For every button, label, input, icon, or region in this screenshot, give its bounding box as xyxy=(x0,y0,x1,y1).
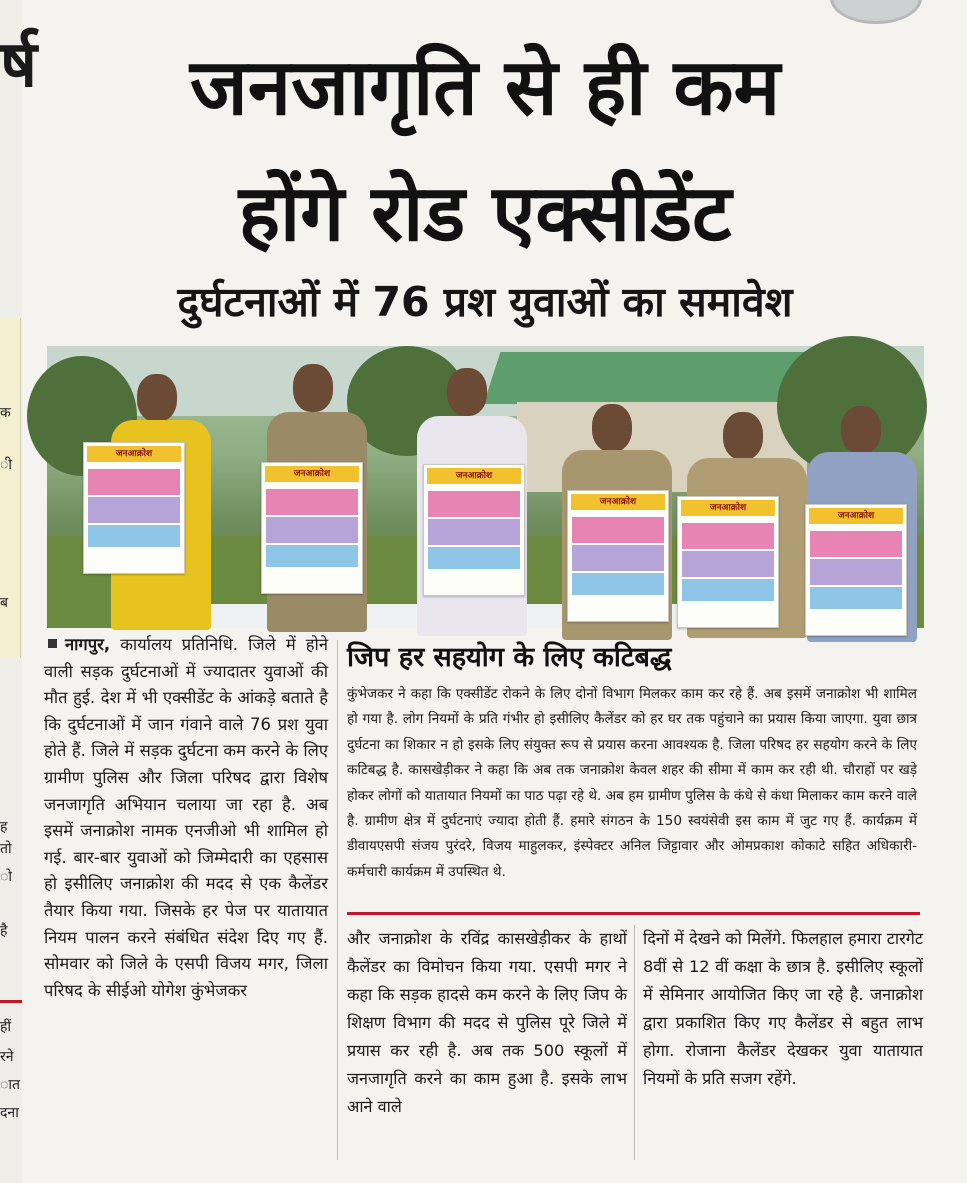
calendar-title: जनआक्रोश xyxy=(809,508,903,524)
dateline-bullet xyxy=(48,639,57,648)
box-headline: जिप हर सहयोग के लिए कटिबद्ध xyxy=(347,642,672,673)
article-column-3: दिनों में देखने को मिलेंगे. फिलहाल हमारा टारगेट 8वीं से 12 वीं कक्षा के छात्र है. इसीलिए स्कूलों में सेमिनार आयोजित किए जा रहे है. जनाक्रोश द्वारा प्रकाशित किए गए कैलेंडर से बहुत लाभ होगा. रोजाना कैलेंडर देखकर युवा यातायात नियमों के प्रति सजग रहेंगे. xyxy=(643,929,923,1088)
calendar-poster xyxy=(83,442,185,574)
left-fragment: ो xyxy=(0,869,12,885)
corner-decoration xyxy=(830,0,922,24)
calendar-title: जनआक्रोश xyxy=(265,466,359,482)
calendar-band xyxy=(572,517,664,543)
calendar-band xyxy=(266,489,358,515)
calendar-band xyxy=(428,547,520,569)
left-fragment: ी xyxy=(0,457,12,473)
left-fragment: है xyxy=(0,923,8,939)
calendar-band xyxy=(88,497,180,523)
calendar-band xyxy=(88,469,180,495)
column-divider xyxy=(634,925,635,1160)
calendar-band xyxy=(266,517,358,543)
left-fragment: ात xyxy=(0,1077,20,1093)
left-fragment: दना xyxy=(0,1105,19,1121)
headline-line-1: जनजागृति से ही कम xyxy=(189,43,781,133)
left-red-rule xyxy=(0,1000,22,1003)
calendar-title: जनआक्रोश xyxy=(571,494,665,510)
dateline-city: नागपुर, xyxy=(65,635,111,654)
person-head xyxy=(841,406,881,454)
adjacent-column-strip xyxy=(0,0,37,1183)
article-column-1 xyxy=(44,632,328,1004)
calendar-band xyxy=(810,587,902,609)
calendar-band xyxy=(682,551,774,577)
person-head xyxy=(723,412,763,460)
calendar-title: जनआक्रोश xyxy=(87,446,181,462)
calendar-band xyxy=(572,545,664,571)
calendar-poster xyxy=(261,462,363,594)
calendar-band xyxy=(682,579,774,601)
article-text-col1: जिले में होने वाली सड़क दुर्घटनाओं में ज्यादातर युवाओं की मौत हुई. देश में भी एक्सीडेंट के आंकड़े बताते है कि दुर्घटनाओं में जान गंवाने वाले 76 प्रश युवा होते हैं. जिले में सड़क दुर्घटना कम करने के लिए ग्रामीण पुलिस और जिला परिषद द्वारा विशेष जनजागृति अभियान चलाया जा रहा है. अब इसमें जनाक्रोश नामक एनजीओ भी शामिल हो गई. बार-बार युवाओं को जिम्मेदारी का एहसास हो इसीलिए जनाक्रोश की मदद से एक कैलेंडर तैयार किया गया. जिसके हर पेज पर यातायात नियम पालन करने संबंधित संदेश दिए गए हैं. सोमवार को जिले के एसपी विजय मगर, जिला परिषद के सीईओ योगेश कुंभेजकर xyxy=(44,635,328,1000)
person-head xyxy=(592,404,632,452)
calendar-band xyxy=(572,573,664,595)
box-text: कुंभेजकर ने कहा कि एक्सीडेंट रोकने के लिए दोनों विभाग मिलकर काम कर रहे हैं. अब इसमें जनाक्रोश भी शामिल हो गया है. लोग नियमों के प्रति गंभीर हो इसीलिए कैलेंडर को हर घर तक पहुंचाने का प्रयास किया जाएगा. युवा छात्र दुर्घटना का शिकार न हो इसके लिए संयुक्त रूप से प्रयास करना आवश्यक है. जिला परिषद हर सहयोग करने के लिए कटिबद्ध है. कासखेड़ीकर ने कहा कि अब तक जनाक्रोश केवल शहर की सीमा में काम कर रही थी. चौराहों पर खड़े होकर लोगों को यातायात नियमों का पाठ पढ़ा रहे थे. अब हम ग्रामीण पुलिस के कंधे से कंधा मिलाकर काम करने वाले है. ग्रामीण क्षेत्र में दुर्घटनाएं ज्यादा होती हैं. हमारे संगठन के 150 स्वयंसेवी इस काम में जुट गए हैं. कार्यक्रम में डीवायएसपी संजय पुरंदरे, विजय माहुलकर, इंस्पेक्टर अनिल जिट्टावार और ओमप्रकाश कोकाटे सहित अधिकारी-कर्मचारी कार्यक्रम में उपस्थित थे. xyxy=(347,686,917,880)
calendar-band xyxy=(682,523,774,549)
left-fragment: ह xyxy=(0,819,8,835)
box-red-rule xyxy=(347,912,920,915)
calendar-band xyxy=(428,519,520,545)
left-fragment: ब xyxy=(0,595,8,611)
calendar-poster xyxy=(677,496,779,628)
news-photo xyxy=(47,346,924,628)
calendar-band xyxy=(88,525,180,547)
calendar-band xyxy=(810,531,902,557)
left-fragment: रने xyxy=(0,1049,14,1065)
left-fragment: र्ष xyxy=(0,28,37,102)
left-fragment: तो xyxy=(0,841,12,857)
left-fragment: हीं xyxy=(0,1019,12,1035)
calendar-title: जनआक्रोश xyxy=(427,468,521,484)
calendar-poster xyxy=(805,504,907,636)
person-head xyxy=(293,364,333,412)
calendar-band xyxy=(266,545,358,567)
dateline-source: कार्यालय प्रतिनिधि. xyxy=(120,635,238,654)
left-fragment: क xyxy=(0,405,11,421)
headline-line-2: होंगे रोड एक्सीडेंट xyxy=(238,169,732,259)
person-head xyxy=(137,374,177,422)
column-divider xyxy=(337,640,338,1160)
calendar-poster xyxy=(567,490,669,622)
calendar-poster xyxy=(423,464,525,596)
calendar-band xyxy=(810,559,902,585)
subheadline: दुर्घटनाओं में 76 प्रश युवाओं का समावेश xyxy=(177,278,793,326)
article-column-2: और जनाक्रोश के रविंद्र कासखेड़ीकर के हाथों कैलेंडर का विमोचन किया गया. एसपी मगर ने कहा कि सड़क हादसे कम करने के लिए जिप के शिक्षण विभाग की मदद से पुलिस पूरे जिले में प्रयास कर रही है. अब तक 500 स्कूलों में जनजागृति करने का काम हुआ है. इसके लाभ आने वाले xyxy=(347,929,627,1116)
calendar-title: जनआक्रोश xyxy=(681,500,775,516)
person-head xyxy=(447,368,487,416)
calendar-band xyxy=(428,491,520,517)
